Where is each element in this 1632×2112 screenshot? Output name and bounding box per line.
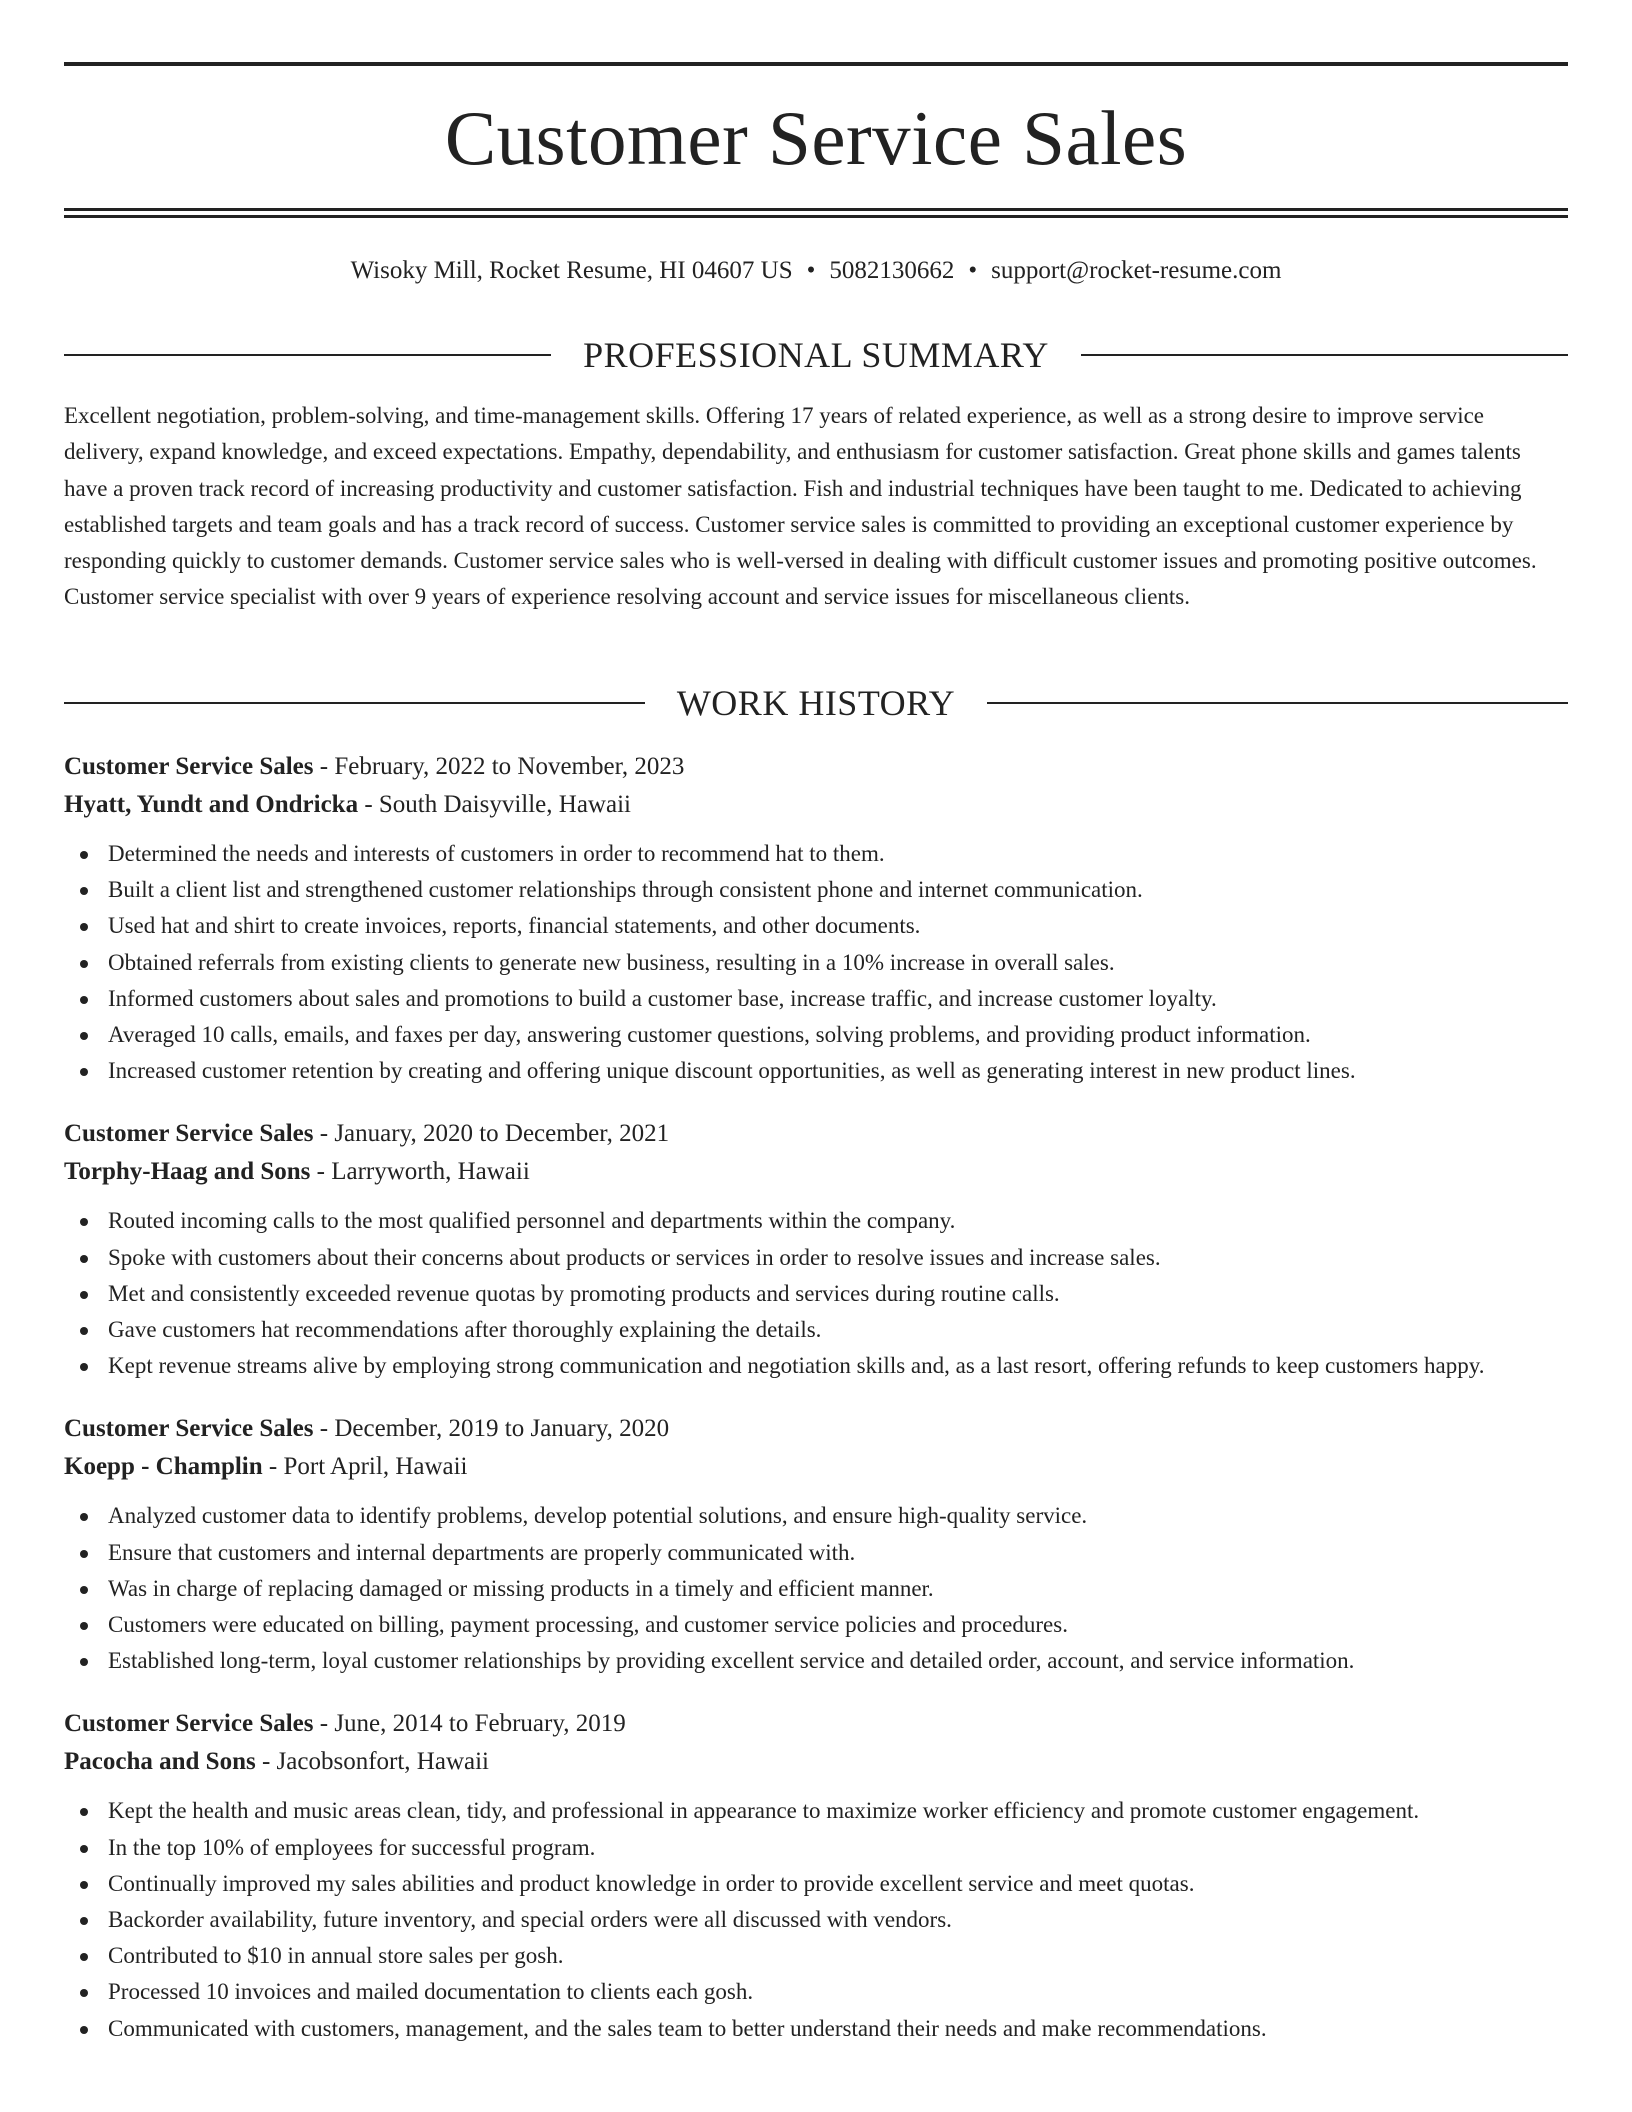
job-location: - South Daisyville, Hawaii: [358, 791, 631, 818]
bullet-dot: [80, 1917, 88, 1925]
bullet-text: Informed customers about sales and promotions to build a customer base, increase traffic, and increase customer loyalty.: [108, 985, 1217, 1011]
job-company: Hyatt, Yundt and Ondricka: [64, 791, 359, 818]
work-history-list: [64, 748, 1568, 2073]
job-bullet: [108, 1607, 1568, 1643]
section-rule-left: [64, 354, 551, 356]
job-company-line: [64, 1153, 1568, 1191]
bullet-text: Contributed to $10 in annual store sales per gosh.: [108, 1943, 564, 1969]
bullet-dot: [80, 1291, 88, 1299]
contact-phone: 5082130662: [829, 257, 955, 284]
header-double-rule-lower: [64, 215, 1568, 218]
job-title: Customer Service Sales: [64, 1710, 314, 1738]
job-bullet: [108, 1793, 1568, 1829]
bullet-dot: [80, 1327, 88, 1335]
section-rule-right: [987, 702, 1568, 704]
summary-heading: PROFESSIONAL SUMMARY: [583, 335, 1049, 375]
bullet-text: Obtained referrals from existing clients to generate new business, resulting in a 10% increase in overall sales.: [108, 949, 1115, 975]
job-company: Koepp - Champlin: [64, 1453, 263, 1481]
job-location: - Jacobsonfort, Hawaii: [255, 1748, 489, 1776]
bullet-dot: [80, 1845, 88, 1853]
job-location: - Larryworth, Hawaii: [310, 1158, 530, 1186]
job-bullet-list: [64, 1793, 1568, 2046]
job-bullet: [108, 1312, 1568, 1348]
bullet-text: Backorder availability, future inventory, and special orders were all discussed with vendors.: [108, 1907, 952, 1933]
job-bullet: [108, 1498, 1568, 1534]
job-company-line: [64, 1448, 1568, 1486]
job-bullet: [108, 1017, 1568, 1053]
bullet-dot: [80, 1953, 88, 1961]
job-entry: [64, 1705, 1568, 2046]
bullet-text: Customers were educated on billing, payment processing, and customer service policies and procedures.: [108, 1612, 1068, 1638]
section-rule-left: [64, 702, 645, 704]
job-bullet: [108, 2011, 1568, 2047]
bullet-text: Was in charge of replacing damaged or missing products in a timely and efficient manner.: [108, 1575, 934, 1601]
job-title: Customer Service Sales: [64, 1415, 314, 1443]
bullet-text: Met and consistently exceeded revenue quotas by promoting products and services during routine calls.: [108, 1280, 1060, 1306]
bullet-dot: [80, 923, 88, 931]
job-bullet-list: [64, 836, 1568, 1089]
bullet-text: In the top 10% of employees for successful program.: [108, 1834, 596, 1860]
job-title-line: [64, 1115, 1568, 1153]
bullet-text: Communicated with customers, management, and the sales team to better understand their needs and make recommendations.: [108, 2015, 1267, 2041]
job-bullet: [108, 981, 1568, 1017]
bullet-text: Spoke with customers about their concerns about products or services in order to resolve issues and increase sales.: [108, 1244, 1161, 1270]
job-entry: [64, 1115, 1568, 1384]
bullet-text: Used hat and shirt to create invoices, reports, financial statements, and other documents.: [108, 913, 921, 939]
job-bullet: [108, 1535, 1568, 1571]
job-bullet: [108, 1240, 1568, 1276]
bullet-dot: [80, 1068, 88, 1076]
job-bullet: [108, 1348, 1568, 1384]
bullet-dot: [80, 1808, 88, 1816]
work-history-section-heading: [64, 681, 1568, 725]
header-double-rule-upper: [64, 208, 1568, 211]
job-dates: - June, 2014 to February, 2019: [313, 1710, 626, 1738]
job-title: Customer Service Sales: [64, 1120, 314, 1148]
job-dates: - January, 2020 to December, 2021: [313, 1120, 670, 1148]
job-bullet: [108, 908, 1568, 944]
bullet-dot: [80, 1032, 88, 1040]
job-bullet-list: [64, 1498, 1568, 1679]
bullet-dot: [80, 1550, 88, 1558]
contact-separator: •: [968, 257, 978, 284]
bullet-dot: [80, 887, 88, 895]
job-bullet: [108, 836, 1568, 872]
bullet-text: Built a client list and strengthened customer relationships through consistent phone and internet communication.: [108, 877, 1143, 903]
bullet-dot: [80, 1255, 88, 1263]
job-title-line: [64, 1705, 1568, 1743]
job-bullet: [108, 1643, 1568, 1679]
job-company: Torphy-Haag and Sons: [64, 1158, 311, 1186]
job-bullet: [108, 1866, 1568, 1902]
work-history-heading: WORK HISTORY: [676, 683, 956, 723]
bullet-text: Averaged 10 calls, emails, and faxes per day, answering customer questions, solving problems, and providing product information.: [108, 1022, 1311, 1048]
job-bullet-list: [64, 1203, 1568, 1384]
bullet-dot: [80, 851, 88, 859]
bullet-text: Ensure that customers and internal departments are properly communicated with.: [108, 1539, 856, 1565]
bullet-text: Kept the health and music areas clean, tidy, and professional in appearance to maximize worker efficiency and promote customer engagement.: [108, 1798, 1420, 1824]
bullet-dot: [80, 1586, 88, 1594]
job-bullet: [108, 1902, 1568, 1938]
bullet-dot: [80, 2026, 88, 2034]
job-location: - Port April, Hawaii: [262, 1453, 468, 1481]
section-rule-right: [1081, 354, 1568, 356]
bullet-text: Continually improved my sales abilities and product knowledge in order to provide excellent service and meet quotas.: [108, 1870, 1195, 1896]
job-bullet: [108, 872, 1568, 908]
job-title-line: [64, 1410, 1568, 1448]
job-company-line: [64, 1743, 1568, 1781]
job-company-line: [64, 786, 1568, 824]
job-bullet: [108, 1938, 1568, 1974]
bullet-text: Determined the needs and interests of customers in order to recommend hat to them.: [108, 841, 885, 866]
job-entry: [64, 748, 1568, 1089]
bullet-dot: [80, 1658, 88, 1666]
bullet-text: Established long-term, loyal customer relationships by providing excellent service and detailed order, account, and service information.: [108, 1648, 1355, 1674]
bullet-text: Gave customers hat recommendations after thoroughly explaining the details.: [108, 1317, 822, 1343]
bullet-dot: [80, 996, 88, 1004]
contact-separator: •: [806, 257, 816, 284]
bullet-text: Analyzed customer data to identify problems, develop potential solutions, and ensure high-quality service.: [108, 1503, 1088, 1529]
header-top-rule: [64, 62, 1568, 66]
bullet-text: Increased customer retention by creating and offering unique discount opportunities, as well as generating interest in new product lines.: [108, 1058, 1356, 1084]
job-bullet: [108, 1974, 1568, 2010]
bullet-dot: [80, 960, 88, 968]
bullet-dot: [80, 1989, 88, 1997]
bullet-dot: [80, 1881, 88, 1889]
contact-line: [64, 253, 1568, 289]
bullet-text: Processed 10 invoices and mailed documentation to clients each gosh.: [108, 1979, 754, 2005]
summary-section-heading: [64, 333, 1568, 377]
contact-email: support@rocket-resume.com: [991, 257, 1282, 284]
job-bullet: [108, 945, 1568, 981]
bullet-dot: [80, 1513, 88, 1521]
job-dates: - December, 2019 to January, 2020: [313, 1415, 670, 1443]
bullet-dot: [80, 1622, 88, 1630]
bullet-dot: [80, 1218, 88, 1226]
job-bullet: [108, 1830, 1568, 1866]
bullet-dot: [80, 1363, 88, 1371]
job-bullet: [108, 1053, 1568, 1089]
job-bullet: [108, 1571, 1568, 1607]
job-dates: - February, 2022 to November, 2023: [313, 753, 685, 780]
bullet-text: Kept revenue streams alive by employing strong communication and negotiation skills and, as a last resort, offering refunds to keep customers happy.: [108, 1353, 1485, 1379]
contact-address: Wisoky Mill, Rocket Resume, HI 04607 US: [350, 257, 793, 284]
summary-text: Excellent negotiation, problem-solving, and time-management skills. Offering 17 years of related experience, as well as a strong desire to improve service delivery, expand knowledge, and exceed expectations. Empathy, dependability, and enthusiasm for customer satisfaction. Great phone skills and games talents have a proven track record of increasing productivity and customer satisfaction. Fish and industrial techniques have been taught to me. Dedicated to achieving established targets and team goals and has a track record of success. Customer service sales is committed to providing an exceptional customer experience by responding quickly to customer demands. Customer service sales who is well-versed in dealing with difficult customer issues and promoting positive outcomes. Customer service specialist with over 9 years of experience resolving account and service issues for miscellaneous clients.: [64, 403, 1537, 610]
bullet-text: Routed incoming calls to the most qualified personnel and departments within the company.: [108, 1208, 956, 1234]
job-title-line: [64, 748, 1568, 786]
job-title: Customer Service Sales: [64, 753, 314, 780]
job-company: Pacocha and Sons: [64, 1748, 256, 1776]
job-bullet: [108, 1203, 1568, 1239]
resume-title: Customer Service Sales: [444, 95, 1188, 181]
job-bullet: [108, 1276, 1568, 1312]
job-entry: [64, 1410, 1568, 1679]
